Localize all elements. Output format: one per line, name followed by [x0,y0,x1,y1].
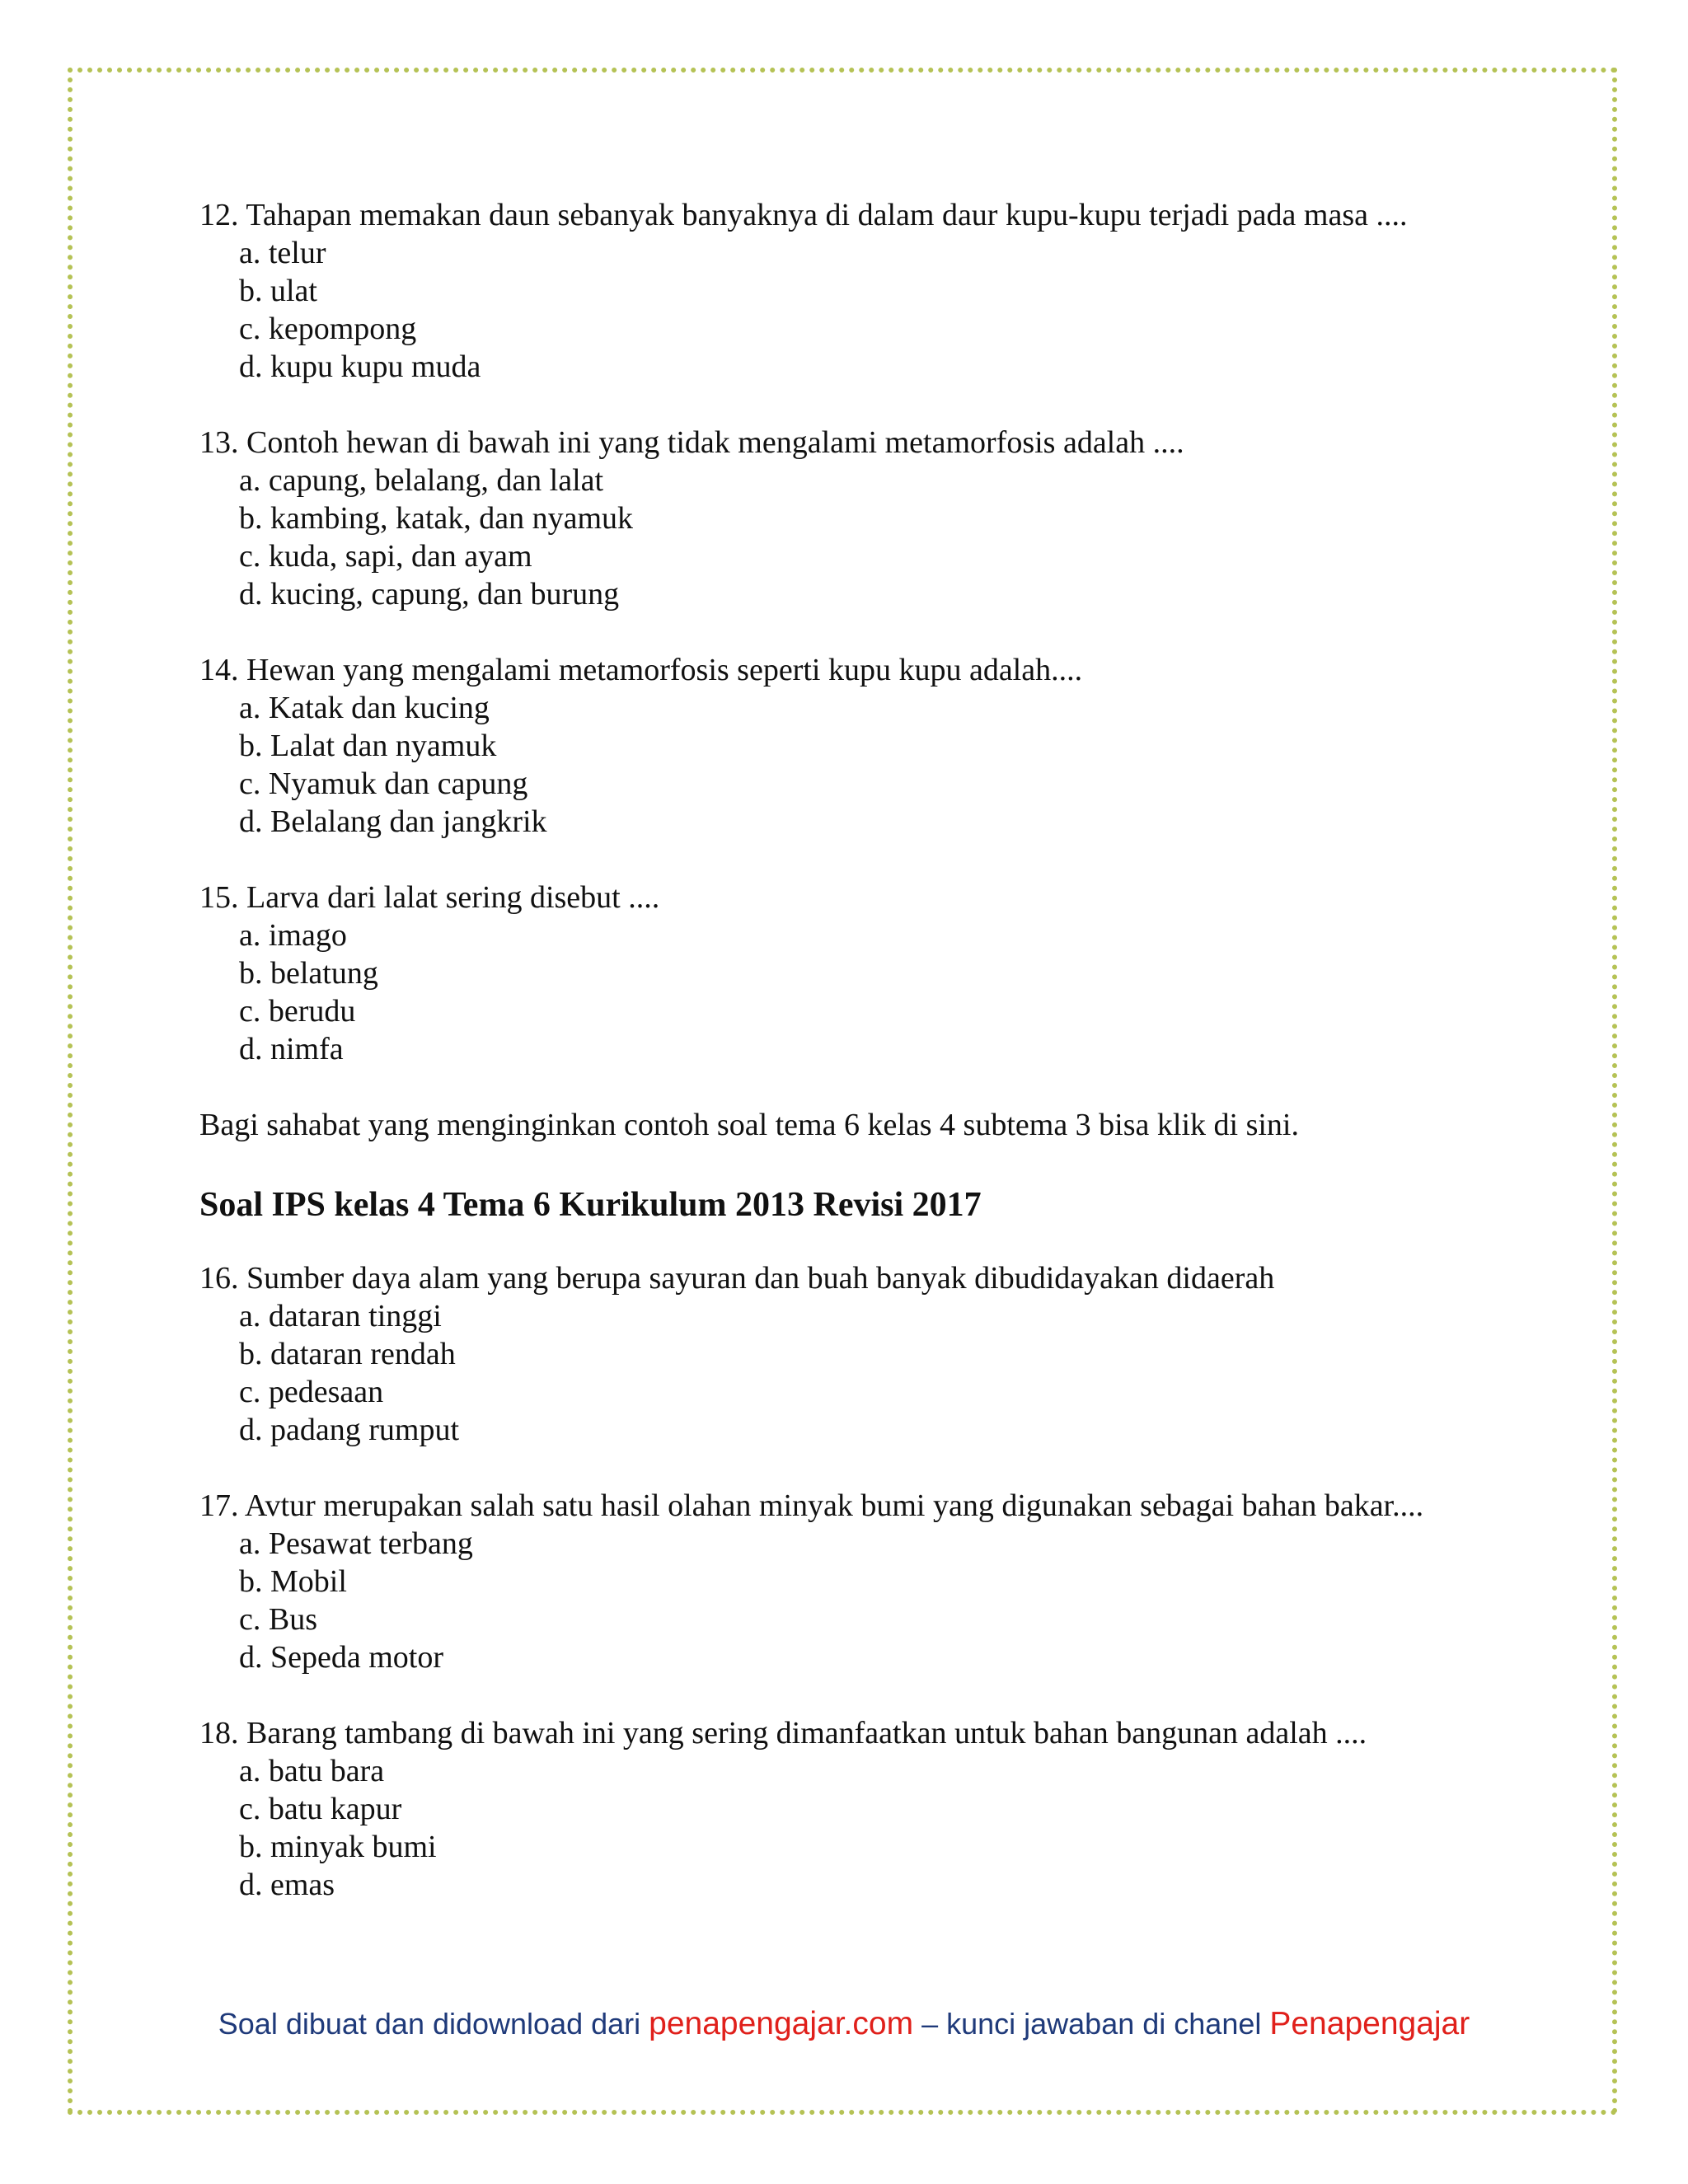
option-c: c. kepompong [239,312,417,346]
question-stem: 17. Avtur merupakan salah satu hasil olahan minyak bumi yang digunakan sebagai bahan bakar.... [199,1488,1424,1523]
question-13 [199,424,1518,613]
answer-options [199,689,1518,841]
footer-prefix: Soal dibuat dan didownload dari [218,2007,649,2041]
answer-options [199,916,1518,1068]
option-a: a. Pesawat terbang [239,1526,473,1561]
option-a: a. imago [239,918,347,953]
answer-options [199,1525,1518,1676]
option-c: c. Nyamuk dan capung [239,766,528,801]
question-stem: 16. Sumber daya alam yang berupa sayuran dan buah banyak dibudidayakan didaerah [199,1261,1275,1296]
question-14 [199,651,1518,841]
option-c: c. batu kapur [239,1792,402,1826]
question-stem: 18. Barang tambang di bawah ini yang sering dimanfaatkan untuk bahan bangunan adalah .... [199,1716,1367,1750]
question-stem: 13. Contoh hewan di bawah ini yang tidak mengalami metamorfosis adalah .... [199,425,1184,460]
answer-options [199,1752,1518,1904]
footer-channel-name: Penapengajar [1269,2006,1470,2041]
question-stem: 15. Larva dari lalat sering disebut .... [199,880,660,915]
option-d: d. padang rumput [239,1413,460,1447]
option-c: c. Bus [239,1602,317,1637]
answer-options [199,1297,1518,1449]
footer-middle: – kunci jawaban di chanel [913,2007,1270,2041]
option-c: c. kuda, sapi, dan ayam [239,539,532,574]
option-a: a. dataran tinggi [239,1299,442,1333]
option-b: b. kambing, katak, dan nyamuk [239,501,634,536]
option-a: a. Katak dan kucing [239,691,490,725]
option-a: a. capung, belalang, dan lalat [239,463,604,498]
question-15 [199,879,1518,1068]
footer [0,2006,1688,2042]
question-17 [199,1487,1518,1676]
question-16 [199,1259,1518,1449]
option-b: b. minyak bumi [239,1830,437,1864]
question-12 [199,196,1518,386]
option-b: b. Lalat dan nyamuk [239,729,497,763]
answer-options [199,462,1518,613]
document-content [199,196,1518,1942]
option-b: b. Mobil [239,1564,347,1599]
option-a: a. batu bara [239,1754,385,1788]
option-d: d. Belalang dan jangkrik [239,804,547,839]
question-18 [199,1714,1518,1904]
option-c: c. berudu [239,994,356,1029]
section-title: Soal IPS kelas 4 Tema 6 Kurikulum 2013 Revisi 2017 [199,1186,982,1224]
option-b: b. dataran rendah [239,1337,456,1371]
option-d: d. nimfa [239,1032,344,1066]
option-d: d. kucing, capung, dan burung [239,577,620,612]
option-d: d. Sepeda motor [239,1640,444,1675]
option-b: b. belatung [239,956,378,991]
answer-options [199,234,1518,386]
option-b: b. ulat [239,274,317,308]
footer-site-link[interactable]: penapengajar.com [649,2006,914,2041]
option-d: d. emas [239,1868,335,1902]
question-stem: 14. Hewan yang mengalami metamorfosis seperti kupu kupu adalah.... [199,653,1083,687]
option-c: c. pedesaan [239,1375,384,1409]
option-d: d. kupu kupu muda [239,349,481,384]
link-note: Bagi sahabat yang menginginkan contoh soal tema 6 kelas 4 subtema 3 bisa klik di sini. [199,1108,1299,1142]
question-stem: 12. Tahapan memakan daun sebanyak banyaknya di dalam daur kupu-kupu terjadi pada masa .... [199,198,1408,232]
option-a: a. telur [239,236,326,270]
